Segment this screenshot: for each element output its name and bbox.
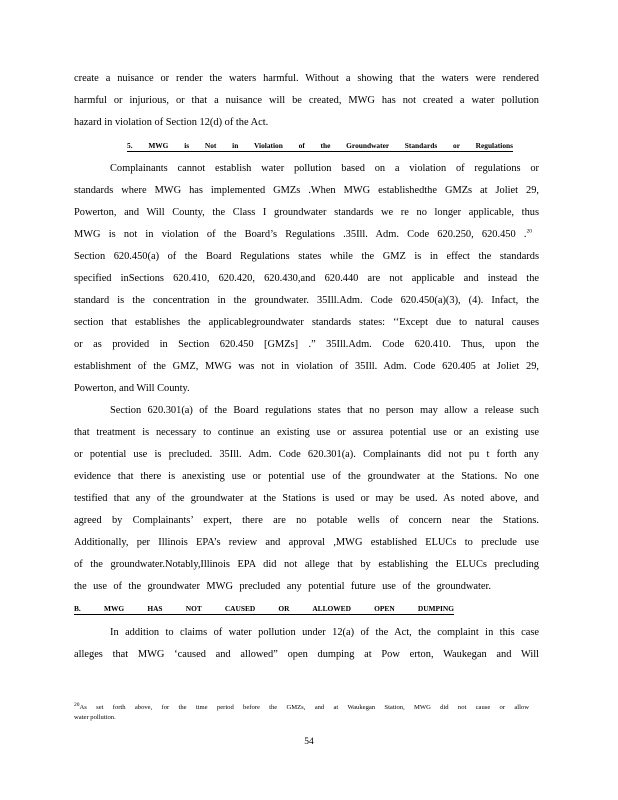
paragraph-line: Powerton, and Will County. bbox=[74, 383, 190, 394]
body-line: hazard in violation of Section 12(d) of the Act. bbox=[74, 117, 269, 128]
paragraph-line: of the groundwater.Notably,Illinois EPA did not allege that by establishing the ELUCs precluding bbox=[74, 559, 539, 570]
body-line: create a nuisance or render the waters harmful. Without a showing that the waters were rendered bbox=[74, 73, 539, 84]
line-text: MWG is not in violation of the Board’s Regulations .35Ill. Adm. Code 620.250, 620.450 . bbox=[74, 229, 527, 240]
paragraph-line: evidence that there is anexisting use or potential use of the groundwater at the Stations. No one bbox=[74, 471, 539, 482]
paragraph-line: that treatment is necessary to continue an existing use or assurea potential use or an existing use bbox=[74, 427, 539, 438]
paragraph-line: Complainants cannot establish water pollution based on a violation of regulations or bbox=[110, 163, 539, 174]
footnote-line: water pollution. bbox=[74, 714, 116, 721]
paragraph-line: specified inSections 620.410, 620.420, 620.430,and 620.440 are not applicable and instead the bbox=[74, 273, 539, 284]
paragraph-line: the use of the groundwater MWG precluded any potential future use of the groundwater. bbox=[74, 581, 491, 592]
paragraph-line: Section 620.301(a) of the Board regulations states that no person may allow a release such bbox=[110, 405, 539, 416]
body-line: harmful or injurious, or that a nuisance will be created, MWG has not created a water pollution bbox=[74, 95, 539, 106]
section-heading-5: 5. MWG is Not in Violation of the Groundwater Standards or Regulations bbox=[127, 141, 513, 150]
paragraph-line: standard is the concentration in the groundwater. 35Ill.Adm. Code 620.450(a)(3), (4). Infact, the bbox=[74, 295, 539, 306]
paragraph-line: Additionally, per Illinois EPA’s review and approval ,MWG established ELUCs to preclude use bbox=[74, 537, 539, 548]
page-number: 54 bbox=[304, 737, 314, 747]
paragraph-line: or potential use is precluded. 35Ill. Adm. Code 620.301(a). Complainants did not pu t forth any bbox=[74, 449, 539, 460]
paragraph-line: establishment of the GMZ, MWG was not in violation of 35Ill. Adm. Code 620.405 at Joliet 29, bbox=[74, 361, 539, 372]
paragraph-line: alleges that MWG ‘caused and allowed” open dumping at Pow erton, Waukegan and Will bbox=[74, 649, 539, 660]
paragraph-line: or as provided in Section 620.450 [GMZs] .” 35Ill.Adm. Code 620.410. Thus, upon the bbox=[74, 339, 539, 350]
footnote-text: As set forth above, for the time period before the GMZs, and at Waukegan Station, MWG did not cause or allow bbox=[79, 704, 529, 711]
paragraph-line: In addition to claims of water pollution under 12(a) of the Act, the complaint in this case bbox=[110, 627, 539, 638]
paragraph-line: standards where MWG has implemented GMZs .When MWG establishedthe GMZs at Joliet 29, bbox=[74, 185, 539, 196]
footnote-reference: 20 bbox=[526, 228, 532, 235]
paragraph-line: testified that any of the groundwater at the Stations is used or may be used. As noted above, and bbox=[74, 493, 539, 504]
paragraph-line: Section 620.450(a) of the Board Regulations states while the GMZ is in effect the standards bbox=[74, 251, 539, 262]
footnote-line bbox=[74, 703, 529, 712]
paragraph-line bbox=[74, 229, 532, 241]
paragraph-line: Powerton, and Will County, the Class I groundwater standards we re no longer applicable, thus bbox=[74, 207, 539, 218]
section-heading-b: B. MWG HAS NOT CAUSED OR ALLOWED OPEN DUMPING bbox=[74, 604, 454, 613]
paragraph-line: section that establishes the applicablegroundwater standards states: ‘‘Except due to natural causes bbox=[74, 317, 539, 328]
paragraph-line: agreed by Complainants’ expert, there are no potable wells of concern near the Stations. bbox=[74, 515, 539, 526]
footnote-number: 20 bbox=[74, 701, 80, 708]
